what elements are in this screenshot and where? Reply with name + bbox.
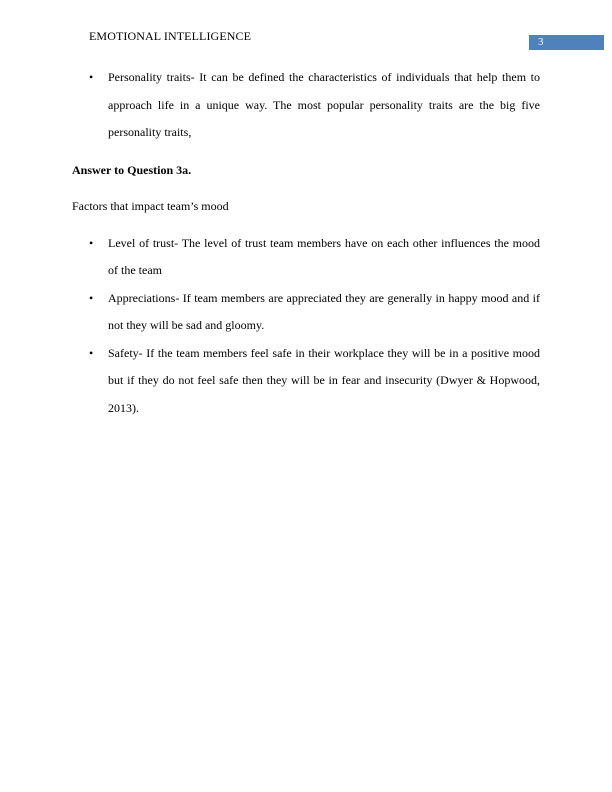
list-item-text: Safety- If the team members feel safe in their workplace they will be in a positive mood but if they do not feel safe then they will be in fear and insecurity (Dwyer & Hopwood, 2013).: [108, 345, 540, 415]
page-content: [72, 64, 540, 422]
list-item-text: Level of trust- The level of trust team members have on each other influences the mood of the team: [108, 235, 540, 277]
section-intro-text: Factors that impact team’s mood: [72, 199, 229, 213]
list-item-personality-traits: [72, 64, 540, 147]
list-item-appreciations: [72, 285, 540, 340]
section-heading: Answer to Question 3a.: [72, 162, 192, 177]
bullet-icon: •: [89, 70, 94, 84]
list-item-text: Personality traits- It can be defined the characteristics of individuals that help them to approach life in a unique way. The most popular personality traits are the big five personality traits,: [108, 70, 540, 139]
factors-bullet-list: [72, 230, 540, 423]
page-number-badge: 3: [529, 35, 604, 50]
bullet-icon: •: [89, 345, 94, 360]
list-item-level-of-trust: [72, 230, 540, 285]
list-item-safety: [72, 340, 540, 423]
bullet-icon: •: [89, 290, 94, 305]
intro-bullet-list: [72, 64, 540, 147]
list-item-text: Appreciations- If team members are appreciated they are generally in happy mood and if not they will be sad and gloomy.: [108, 290, 540, 332]
bullet-icon: •: [89, 235, 94, 250]
running-header-title: EMOTIONAL INTELLIGENCE: [89, 29, 252, 43]
